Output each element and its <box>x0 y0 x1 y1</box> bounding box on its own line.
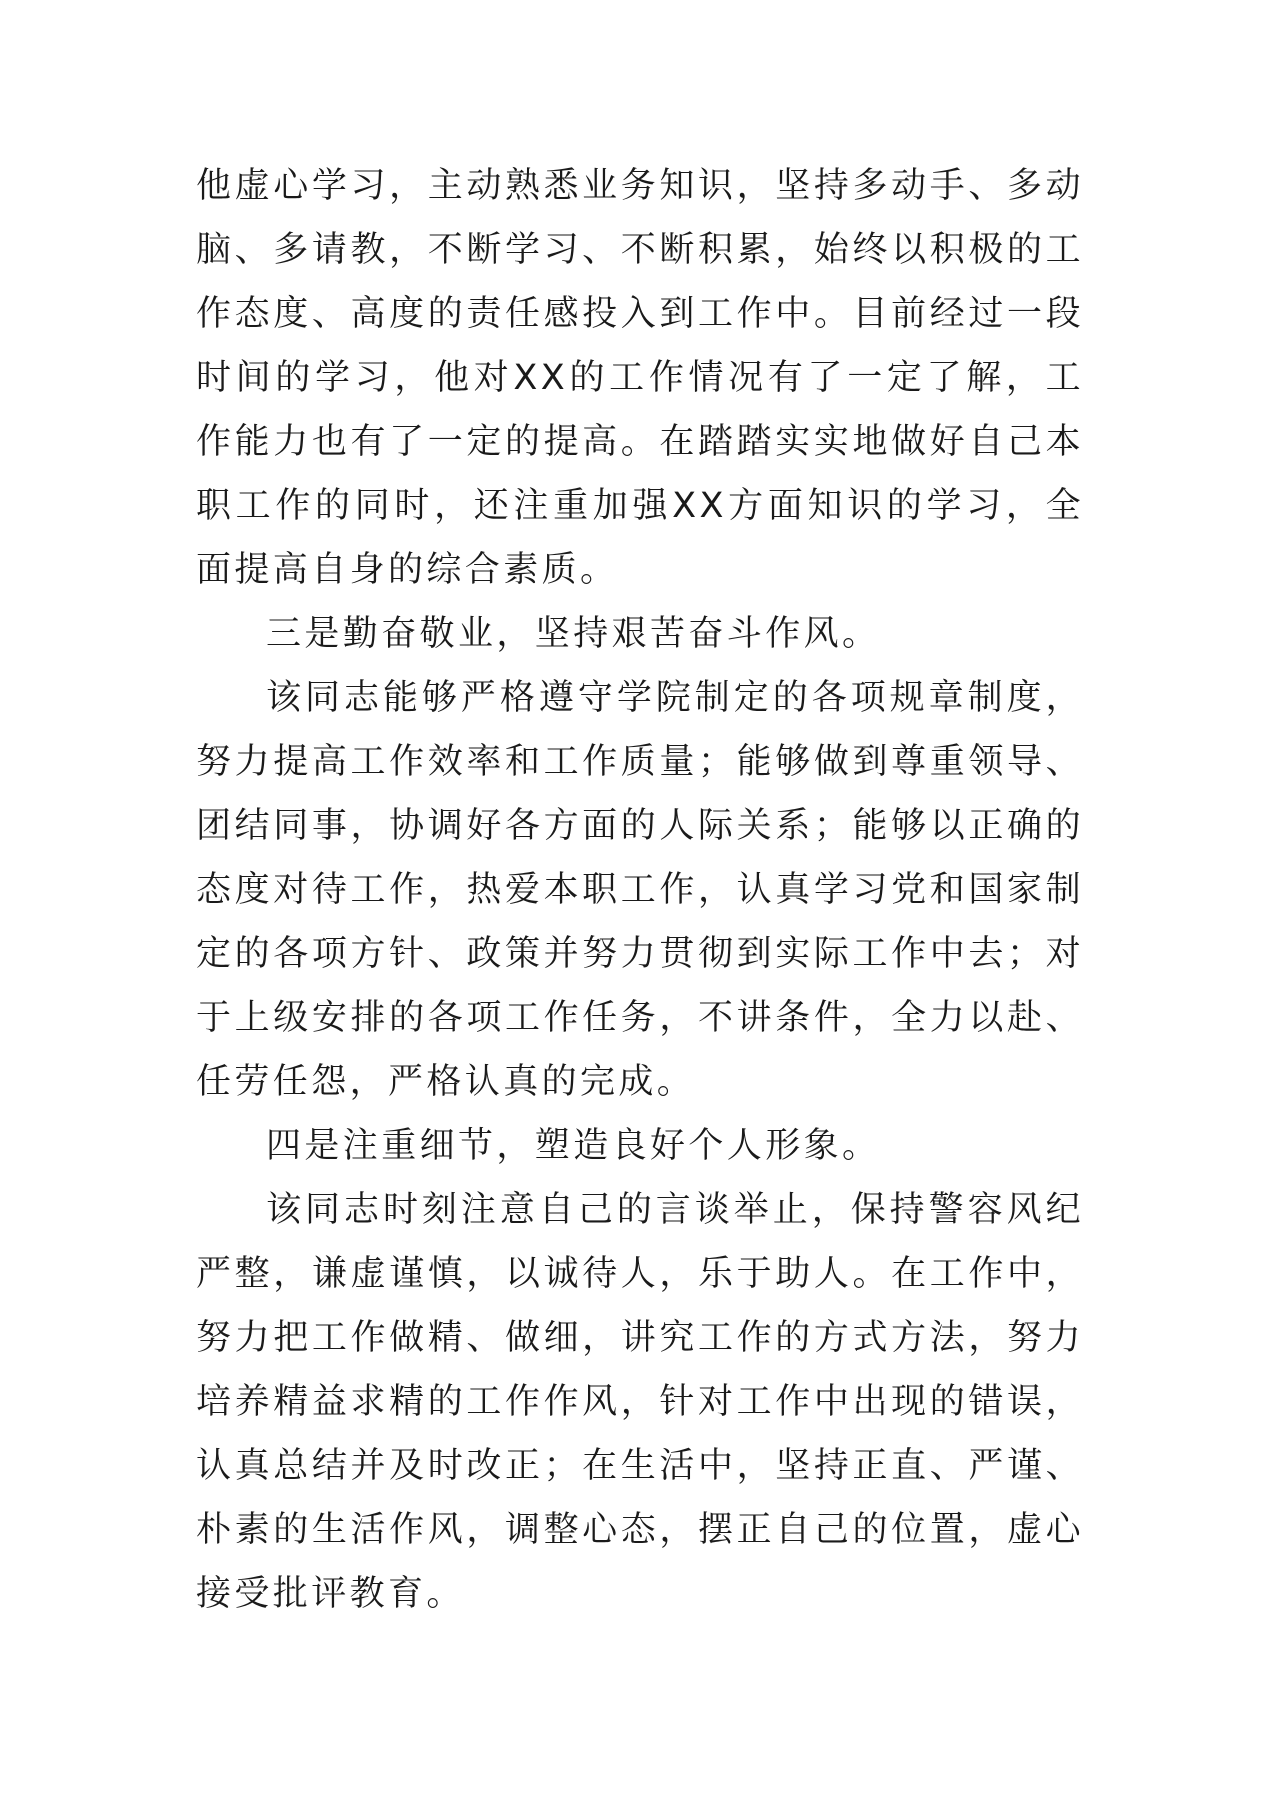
document-body <box>196 154 1084 1626</box>
paragraph-continuation-study: 他虚心学习，主动熟悉业务知识，坚持多动手、多动脑、多请教，不断学习、不断积累，始终以积极的工作态度、高度的责任感投入到工作中。目前经过一段时间的学习，他对XX的工作情况有了一定了解，工作能力也有了一定的提高。在踏踏实实地做好自己本职工作的同时，还注重加强XX方面知识的学习，全面提高自身的综合素质。 <box>196 166 1084 590</box>
paragraph-details: 该同志时刻注意自己的言谈举止，保持警容风纪严整，谦虚谨慎，以诚待人，乐于助人。在工作中，努力把工作做精、做细，讲究工作的方式方法，努力培养精益求精的工作作风，针对工作中出现的错误，认真总结并及时改正；在生活中，坚持正直、严谨、朴素的生活作风，调整心态，摆正自己的位置，虚心接受批评教育。 <box>196 1190 1084 1614</box>
paragraph-diligence: 该同志能够严格遵守学院制定的各项规章制度，努力提高工作效率和工作质量；能够做到尊重领导、团结同事，协调好各方面的人际关系；能够以正确的态度对待工作，热爱本职工作，认真学习党和国家制定的各项方针、政策并努力贯彻到实际工作中去；对于上级安排的各项工作任务，不讲条件，全力以赴、任劳任怨，严格认真的完成。 <box>196 678 1084 1102</box>
section-heading-details: 四是注重细节，塑造良好个人形象。 <box>266 1126 881 1166</box>
section-heading-diligence: 三是勤奋敬业，坚持艰苦奋斗作风。 <box>266 614 881 654</box>
